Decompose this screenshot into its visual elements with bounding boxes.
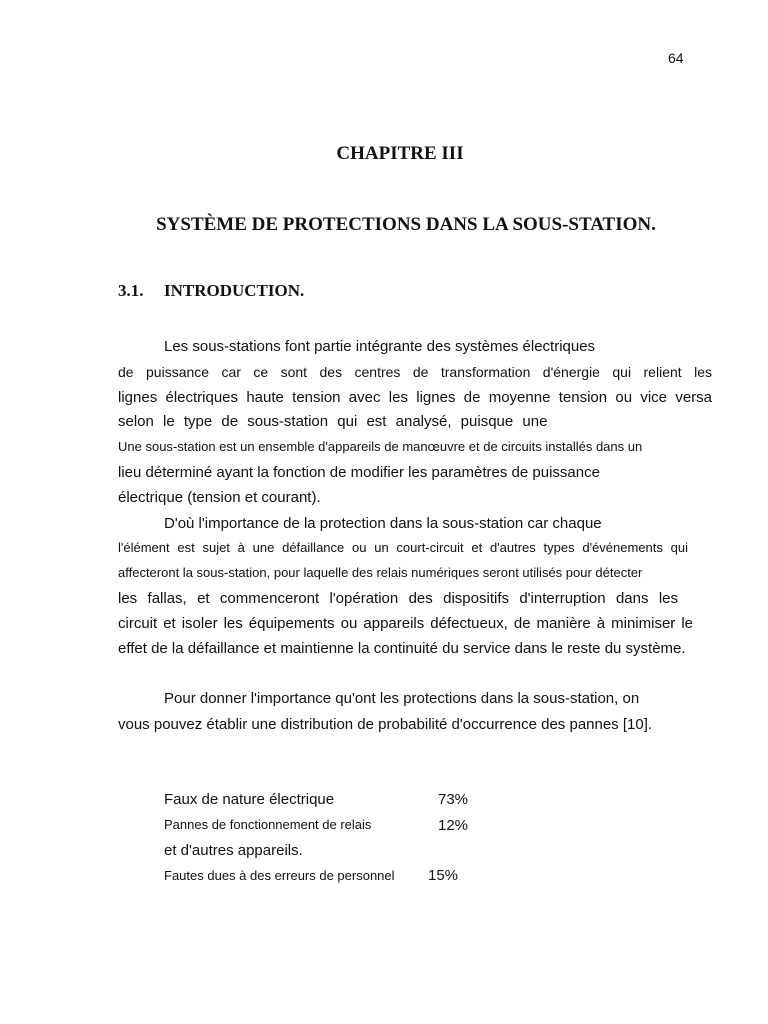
paragraph-line: circuit et isoler les équipements ou appareils défectueux, de manière à minimiser le [118,615,693,632]
paragraph-line: affecteront la sous-station, pour laquelle des relais numériques seront utilisés pour détecter [118,565,643,580]
paragraph-line: lignes électriques haute tension avec les lignes de moyenne tension ou vice versa [118,389,712,406]
fault-stat-value: 15% [428,867,459,884]
paragraph-line: Pour donner l'importance qu'ont les protections dans la sous-station, on [164,690,640,707]
paragraph-line: Les sous-stations font partie intégrante des systèmes électriques [164,338,596,355]
paragraph-line: vous pouvez établir une distribution de probabilité d'occurrence des pannes [10]. [118,716,653,733]
paragraph-line: D'où l'importance de la protection dans la sous-station car chaque [164,515,602,532]
fault-stat-label: Pannes de fonctionnement de relais [164,817,372,832]
section-heading [118,281,304,301]
paragraph-line: l'élément est sujet à une défaillance ou un court-circuit et d'autres types d'événements qui [118,540,688,555]
chapter-title: CHAPITRE III [336,143,464,164]
paragraph-line: selon le type de sous-station qui est analysé, puisque une [118,413,548,430]
paragraph-line: les fallas, et commenceront l'opération des dispositifs d'interruption dans les [118,590,678,607]
fault-stat-label: Faux de nature électrique [164,791,335,808]
section-title: INTRODUCTION. [164,281,305,300]
paragraph-line: de puissance car ce sont des centres de transformation d'énergie qui relient les [118,364,712,380]
paragraph-line: Une sous-station est un ensemble d'appareils de manœuvre et de circuits installés dans un [118,439,643,454]
fault-stat-value: 73% [438,791,469,808]
section-number: 3.1. [118,281,144,300]
fault-stat-label: et d'autres appareils. [164,842,303,859]
chapter-subtitle: SYSTÈME DE PROTECTIONS DANS LA SOUS-STATION. [156,214,656,235]
paragraph-line: électrique (tension et courant). [118,489,321,506]
fault-stat-label: Fautes dues à des erreurs de personnel [164,868,395,883]
paragraph-line: effet de la défaillance et maintienne la continuité du service dans le reste du système. [118,640,686,657]
paragraph-line: lieu déterminé ayant la fonction de modifier les paramètres de puissance [118,464,600,481]
fault-stat-value: 12% [438,817,469,834]
page-number: 64 [668,50,684,66]
